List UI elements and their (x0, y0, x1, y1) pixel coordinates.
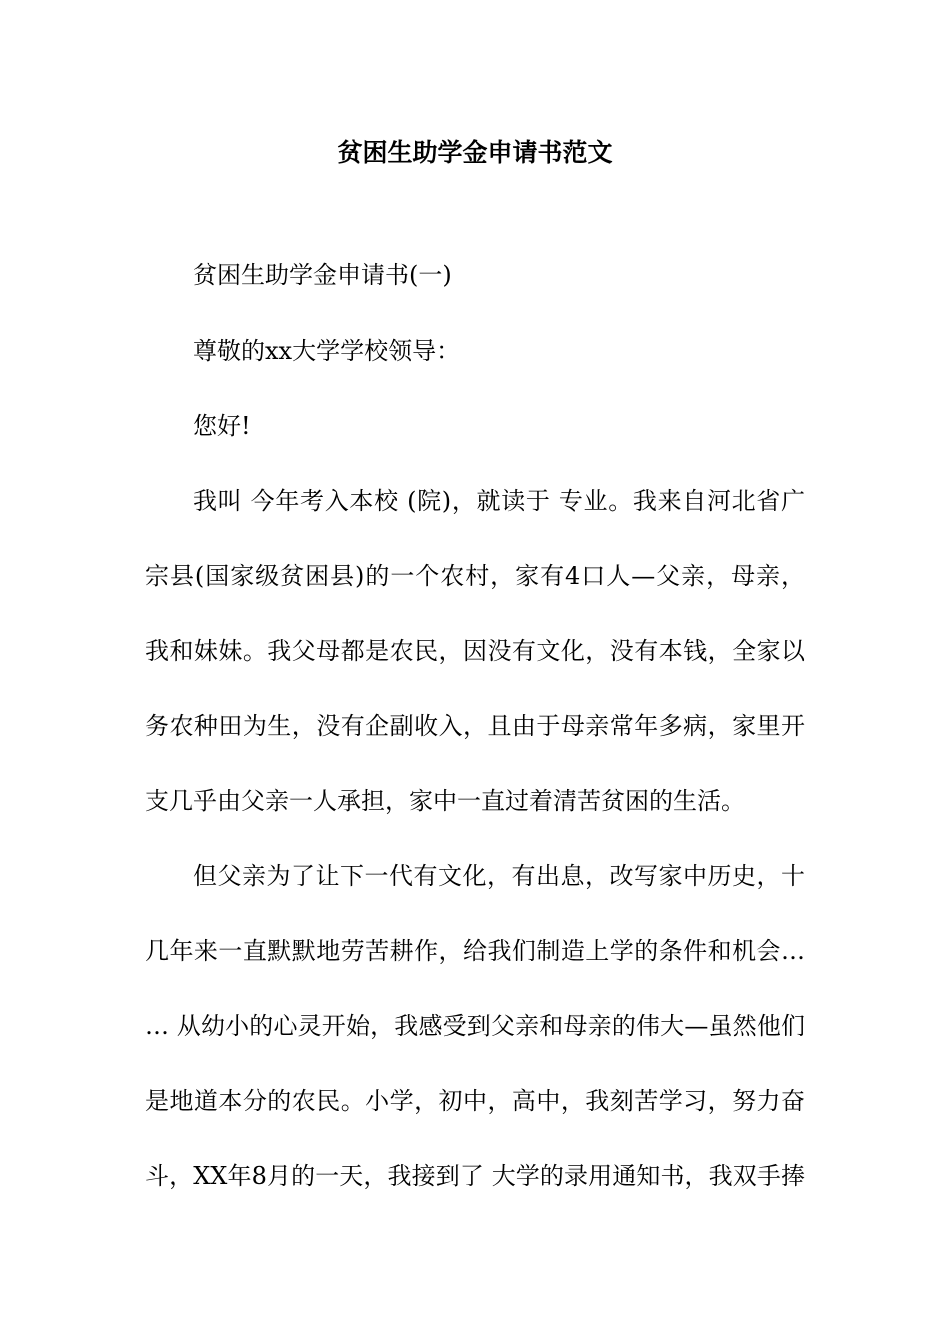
paragraph-line: 务农种田为生，没有企副收入，且由于母亲常年多病，家里开 (145, 712, 805, 740)
document-title: 贫困生助学金申请书范文 (337, 138, 613, 167)
paragraph-line: 支几乎由父亲一人承担，家中一直过着清苦贫困的生活。 (145, 787, 745, 815)
salutation: 尊敬的xx大学学校领导： (193, 337, 461, 365)
paragraph-line: 我叫 今年考入本校 (院)，就读于 专业。我来自河北省广 (193, 487, 805, 515)
greeting: 您好! (193, 412, 251, 440)
paragraph-line: 是地道本分的农民。小学，初中，高中，我刻苦学习，努力奋 (145, 1087, 805, 1115)
paragraph-line: 几年来一直默默地劳苦耕作，给我们制造上学的条件和机会… (145, 937, 805, 965)
paragraph-line: 我和妹妹。我父母都是农民，因没有文化，没有本钱，全家以 (145, 637, 805, 665)
paragraph-line: 斗，XX年8月的一天，我接到了 大学的录用通知书，我双手捧 (145, 1162, 805, 1190)
paragraph-line: 但父亲为了让下一代有文化，有出息，改写家中历史，十 (193, 862, 805, 890)
paragraph-line: 宗县(国家级贫困县)的一个农村，家有4口人—父亲，母亲， (145, 562, 805, 590)
section-heading: 贫困生助学金申请书(一) (193, 261, 452, 289)
paragraph-line: … 从幼小的心灵开始，我感受到父亲和母亲的伟大—虽然他们 (145, 1012, 805, 1040)
